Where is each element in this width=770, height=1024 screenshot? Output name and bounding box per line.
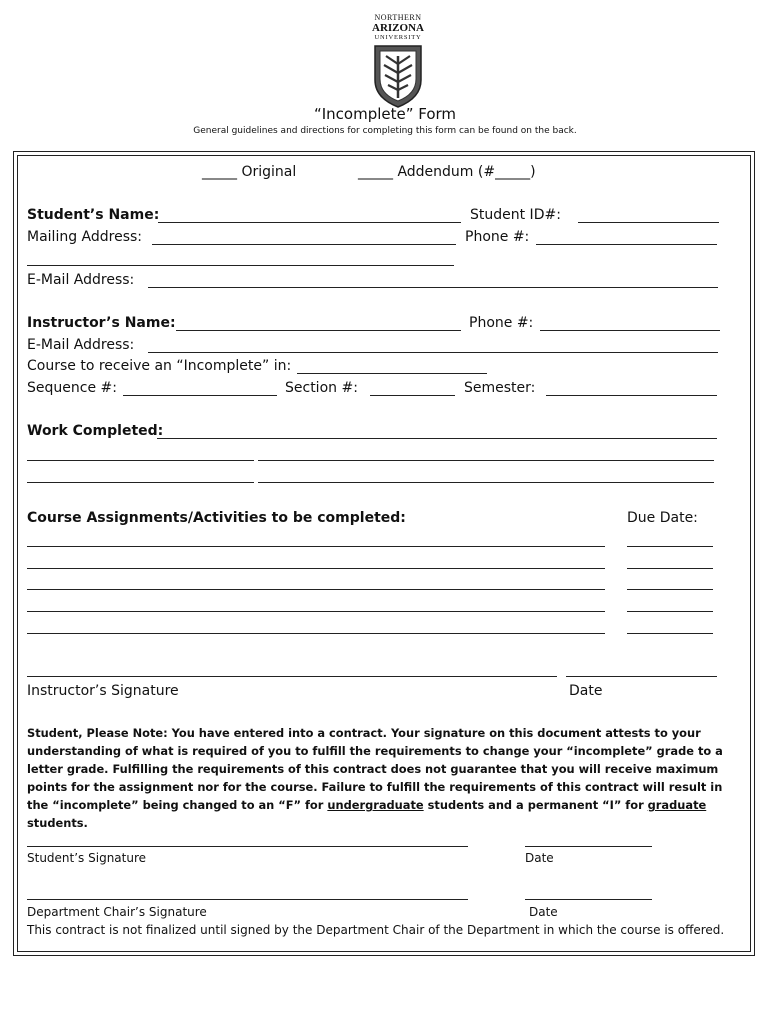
due-date-field-4[interactable]	[627, 611, 713, 612]
logo-line-3: UNIVERSITY	[374, 34, 422, 41]
student-note	[27, 724, 739, 832]
student-date-field[interactable]	[525, 846, 652, 847]
form-subtitle: General guidelines and directions for completing this form can be found on the back.	[193, 126, 577, 136]
student-signature-field[interactable]	[27, 846, 468, 847]
work-completed-field-3b[interactable]	[258, 482, 714, 483]
addendum-field[interactable]: _____ Addendum (#_____)	[358, 164, 536, 180]
logo-line-2: ARIZONA	[372, 22, 424, 34]
work-completed-label: Work Completed:	[27, 423, 164, 439]
logo-line-1: NORTHERN	[374, 13, 422, 22]
shield-crest-icon	[373, 44, 423, 108]
due-date-field-2[interactable]	[627, 568, 713, 569]
due-date-field-5[interactable]	[627, 633, 713, 634]
chair-date-field[interactable]	[525, 899, 652, 900]
assignment-field-4[interactable]	[27, 611, 605, 612]
student-email-label: E-Mail Address:	[27, 272, 135, 288]
instructor-name-field[interactable]	[176, 330, 461, 331]
work-completed-field-1[interactable]	[157, 438, 717, 439]
student-phone-field[interactable]	[536, 244, 717, 245]
mailing-address-field[interactable]	[152, 244, 456, 245]
instructor-signature-label: Instructor’s Signature	[27, 683, 179, 699]
chair-signature-label: Department Chair’s Signature	[27, 905, 207, 919]
mailing-address-label: Mailing Address:	[27, 229, 143, 245]
due-date-field-3[interactable]	[627, 589, 713, 590]
student-phone-label: Phone #:	[465, 229, 530, 245]
student-name-field[interactable]	[158, 222, 461, 223]
assignment-field-2[interactable]	[27, 568, 605, 569]
assignment-field-1[interactable]	[27, 546, 605, 547]
instructor-date-label: Date	[569, 683, 603, 699]
due-date-label: Due Date:	[627, 510, 698, 526]
chair-signature-field[interactable]	[27, 899, 468, 900]
instructor-signature-field[interactable]	[27, 676, 557, 677]
course-label: Course to receive an “Incomplete” in:	[27, 358, 292, 374]
instructor-phone-field[interactable]	[540, 330, 720, 331]
university-logo	[360, 14, 436, 110]
instructor-name-label: Instructor’s Name:	[27, 315, 176, 331]
sequence-field[interactable]	[123, 395, 277, 396]
section-label: Section #:	[285, 380, 358, 396]
semester-field[interactable]	[546, 395, 717, 396]
student-email-field[interactable]	[148, 287, 718, 288]
chair-date-label: Date	[529, 905, 558, 919]
assignment-field-3[interactable]	[27, 589, 605, 590]
note-text-3: students.	[27, 816, 88, 830]
instructor-phone-label: Phone #:	[469, 315, 534, 331]
student-signature-label: Student’s Signature	[27, 851, 147, 865]
work-completed-field-3a[interactable]	[27, 482, 254, 483]
work-completed-field-2b[interactable]	[258, 460, 714, 461]
student-name-label: Student’s Name:	[27, 207, 160, 223]
work-completed-field-2a[interactable]	[27, 460, 254, 461]
student-id-label: Student ID#:	[470, 207, 561, 223]
semester-label: Semester:	[464, 380, 536, 396]
note-text-1: Student, Please Note: You have entered into a contract. Your signature on this document attests to your understanding of what is required of you to fulfill the requirements to change your “incomplete” grade to a letter grade. Fulfilling the requirements of this contract does not guarantee that you will receive maximum points for the assignment nor for the course. Failure to fulfill the requirements of this contract will result in the “incomplete” being changed to an “F” for	[27, 726, 723, 812]
instructor-email-label: E-Mail Address:	[27, 337, 135, 353]
footer-note: This contract is not finalized until signed by the Department Chair of the Department in which the course is offered.	[27, 923, 725, 937]
due-date-field-1[interactable]	[627, 546, 713, 547]
form-title: “Incomplete” Form	[313, 105, 457, 123]
course-field[interactable]	[297, 373, 487, 374]
section-field[interactable]	[370, 395, 455, 396]
assignment-field-5[interactable]	[27, 633, 605, 634]
instructor-email-field[interactable]	[148, 352, 718, 353]
note-text-2: students and a permanent “I” for	[423, 798, 648, 812]
instructor-date-field[interactable]	[566, 676, 717, 677]
note-undergraduate: undergraduate	[327, 798, 424, 812]
note-graduate: graduate	[647, 798, 707, 812]
student-id-field[interactable]	[578, 222, 719, 223]
original-checkbox-field[interactable]: _____ Original	[202, 164, 297, 180]
sequence-label: Sequence #:	[27, 380, 117, 396]
student-date-label: Date	[525, 851, 554, 865]
mailing-address-line-2[interactable]	[27, 265, 454, 266]
assignments-label: Course Assignments/Activities to be completed:	[27, 510, 406, 526]
